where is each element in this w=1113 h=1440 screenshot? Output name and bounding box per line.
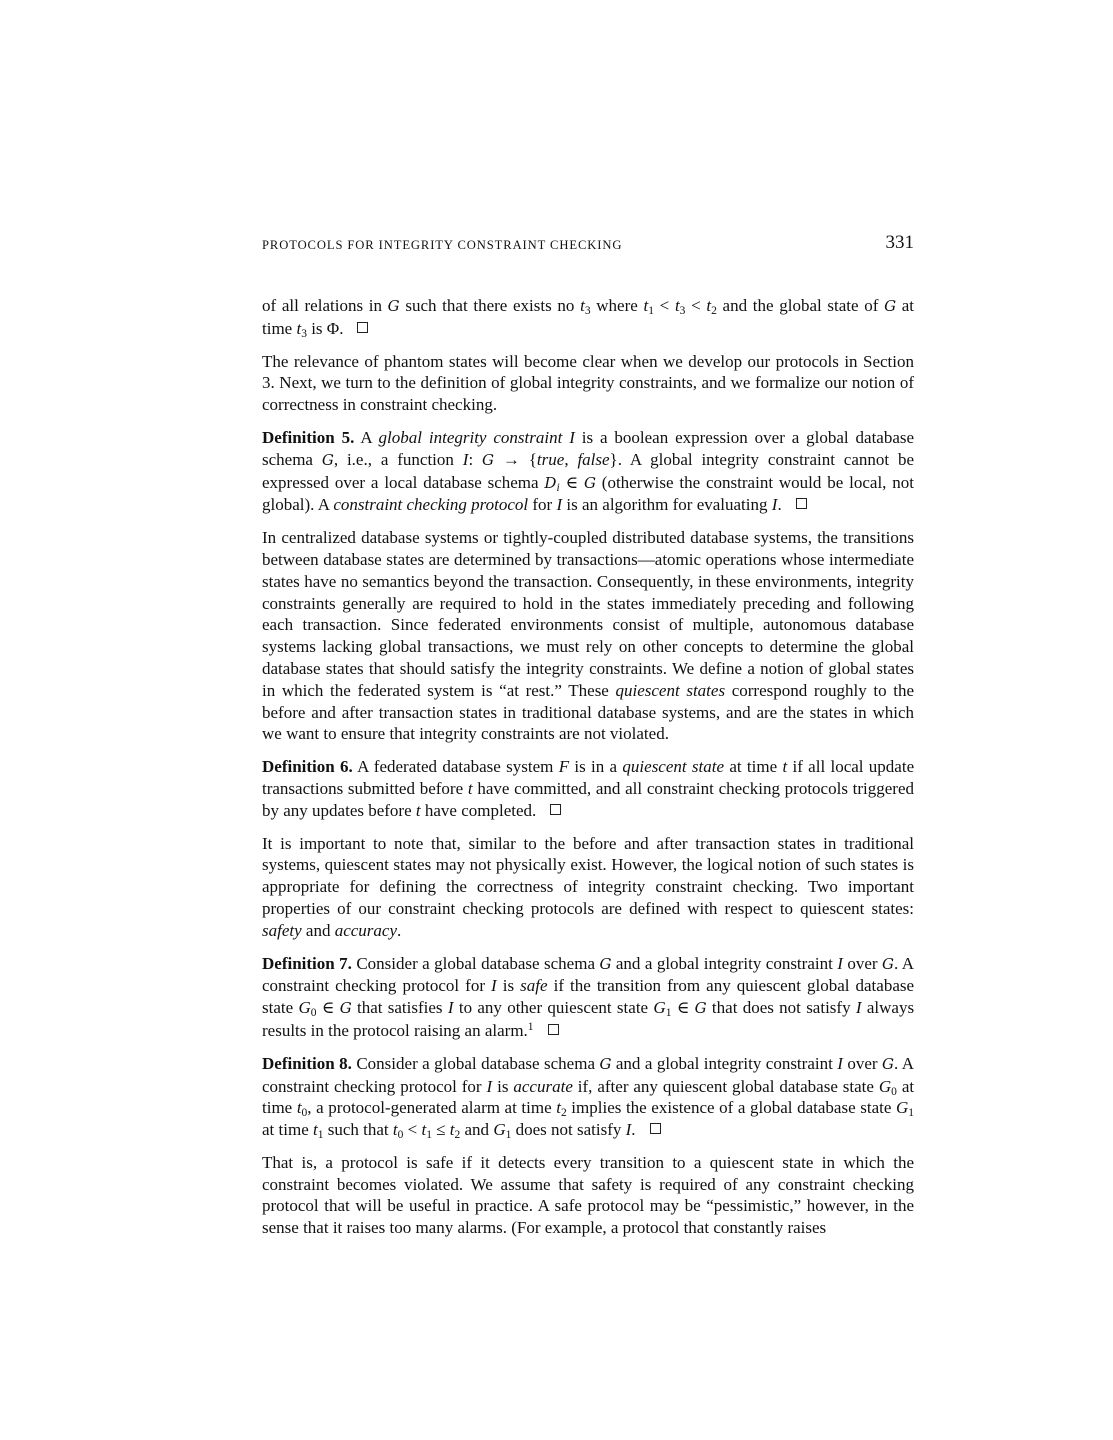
- definition-5: Definition 5. A global integrity constraint I is a boolean expression over a global database schema G, i.e., a function I: G → {true, false}. A global integrity constraint cannot be expressed over a local database schema $D_i$ ∈ G (otherwise the constraint would be local, not global). A constraint checking protocol for I is an algorithm for evaluating I.: [262, 427, 915, 515]
- definition-8: Definition 8. Consider a global database schema G and a global integrity constraint I over G. A constraint checking protocol for I is accurate if, after any quiescent global database state $G_0$ at time $t_0$, a protocol-generated alarm at time $t_2$ implies the existence of a global database state $G_1$ at time $t_1$ such that $t_0 < t_1 \le t_2$ and $G_1$ does not satisfy I.: [262, 1053, 915, 1142]
- qed-box-icon: [550, 804, 561, 815]
- paragraph-safe-protocol: That is, a protocol is safe if it detects every transition to a quiescent state in which the constraint becomes violated. We assume that safety is required of any constraint checking protocol that will be useful in practice. A safe protocol may be “pessimistic,” however, in the sense that it raises too many alarms. (For example, a protocol that constantly raises: [262, 1152, 914, 1238]
- running-head: PROTOCOLS FOR INTEGRITY CONSTRAINT CHECKING: [262, 238, 623, 252]
- paragraph-quiescent-motivation: In centralized database systems or tightly-coupled distributed database systems, the transitions between database states are determined by transactions—atomic operations whose intermediate states have no semantics beyond the transaction. Consequently, in these environments, integrity constraints generally are required to hold in the states immediately preceding and following each transaction. Since federated environments consist of multiple, autonomous database systems lacking global transactions, we must rely on other concepts to determine the global database states that should satisfy the integrity constraints. We define a notion of global states in which the federated system is “at rest.” These quiescent states correspond roughly to the before and after transaction states in traditional database systems, and are the states in which we want to ensure that integrity constraints are not violated.: [262, 528, 915, 744]
- definition-6: Definition 6. A federated database system F is in a quiescent state at time t if all local update transactions submitted before t have committed, and all constraint checking protocols triggered by any updates before t have completed.: [262, 757, 915, 820]
- paragraph-safety-accuracy: It is important to note that, similar to the before and after transaction states in traditional systems, quiescent states may not physically exist. However, the logical notion of such states is appropriate for defining the correctness of integrity constraint checking. Two important properties of our constraint checking protocols are defined with respect to quiescent states: safety and accuracy.: [262, 833, 914, 940]
- qed-box-icon: [548, 1024, 559, 1035]
- page-number: 331: [885, 232, 914, 253]
- paragraph-phantom-states: The relevance of phantom states will become clear when we develop our protocols in Section 3. Next, we turn to the definition of global integrity constraints, and we formalize our notion of correctness in constraint checking.: [262, 351, 914, 415]
- definition-7: Definition 7. Consider a global database schema G and a global integrity constraint I over G. A constraint checking protocol for I is safe if the transition from any quiescent global database state $G_0$ ∈ G that satisfies I to any other quiescent state $G_1$ ∈ G that does not satisfy I always results in the protocol raising an alarm.$^1$: [262, 953, 915, 1040]
- qed-box-icon: [650, 1123, 661, 1134]
- body-text: [262, 295, 914, 1250]
- paragraph-continuation: of all relations in G such that there exists no $t_3$ where $t_1 < t_3 < t_2$ and the global state of G at time $t_3$ is Φ.: [262, 296, 915, 340]
- page-header: [262, 232, 914, 258]
- qed-box-icon: [357, 322, 368, 333]
- qed-box-icon: [796, 498, 807, 509]
- footnote-marker[interactable]: 1: [527, 1020, 534, 1033]
